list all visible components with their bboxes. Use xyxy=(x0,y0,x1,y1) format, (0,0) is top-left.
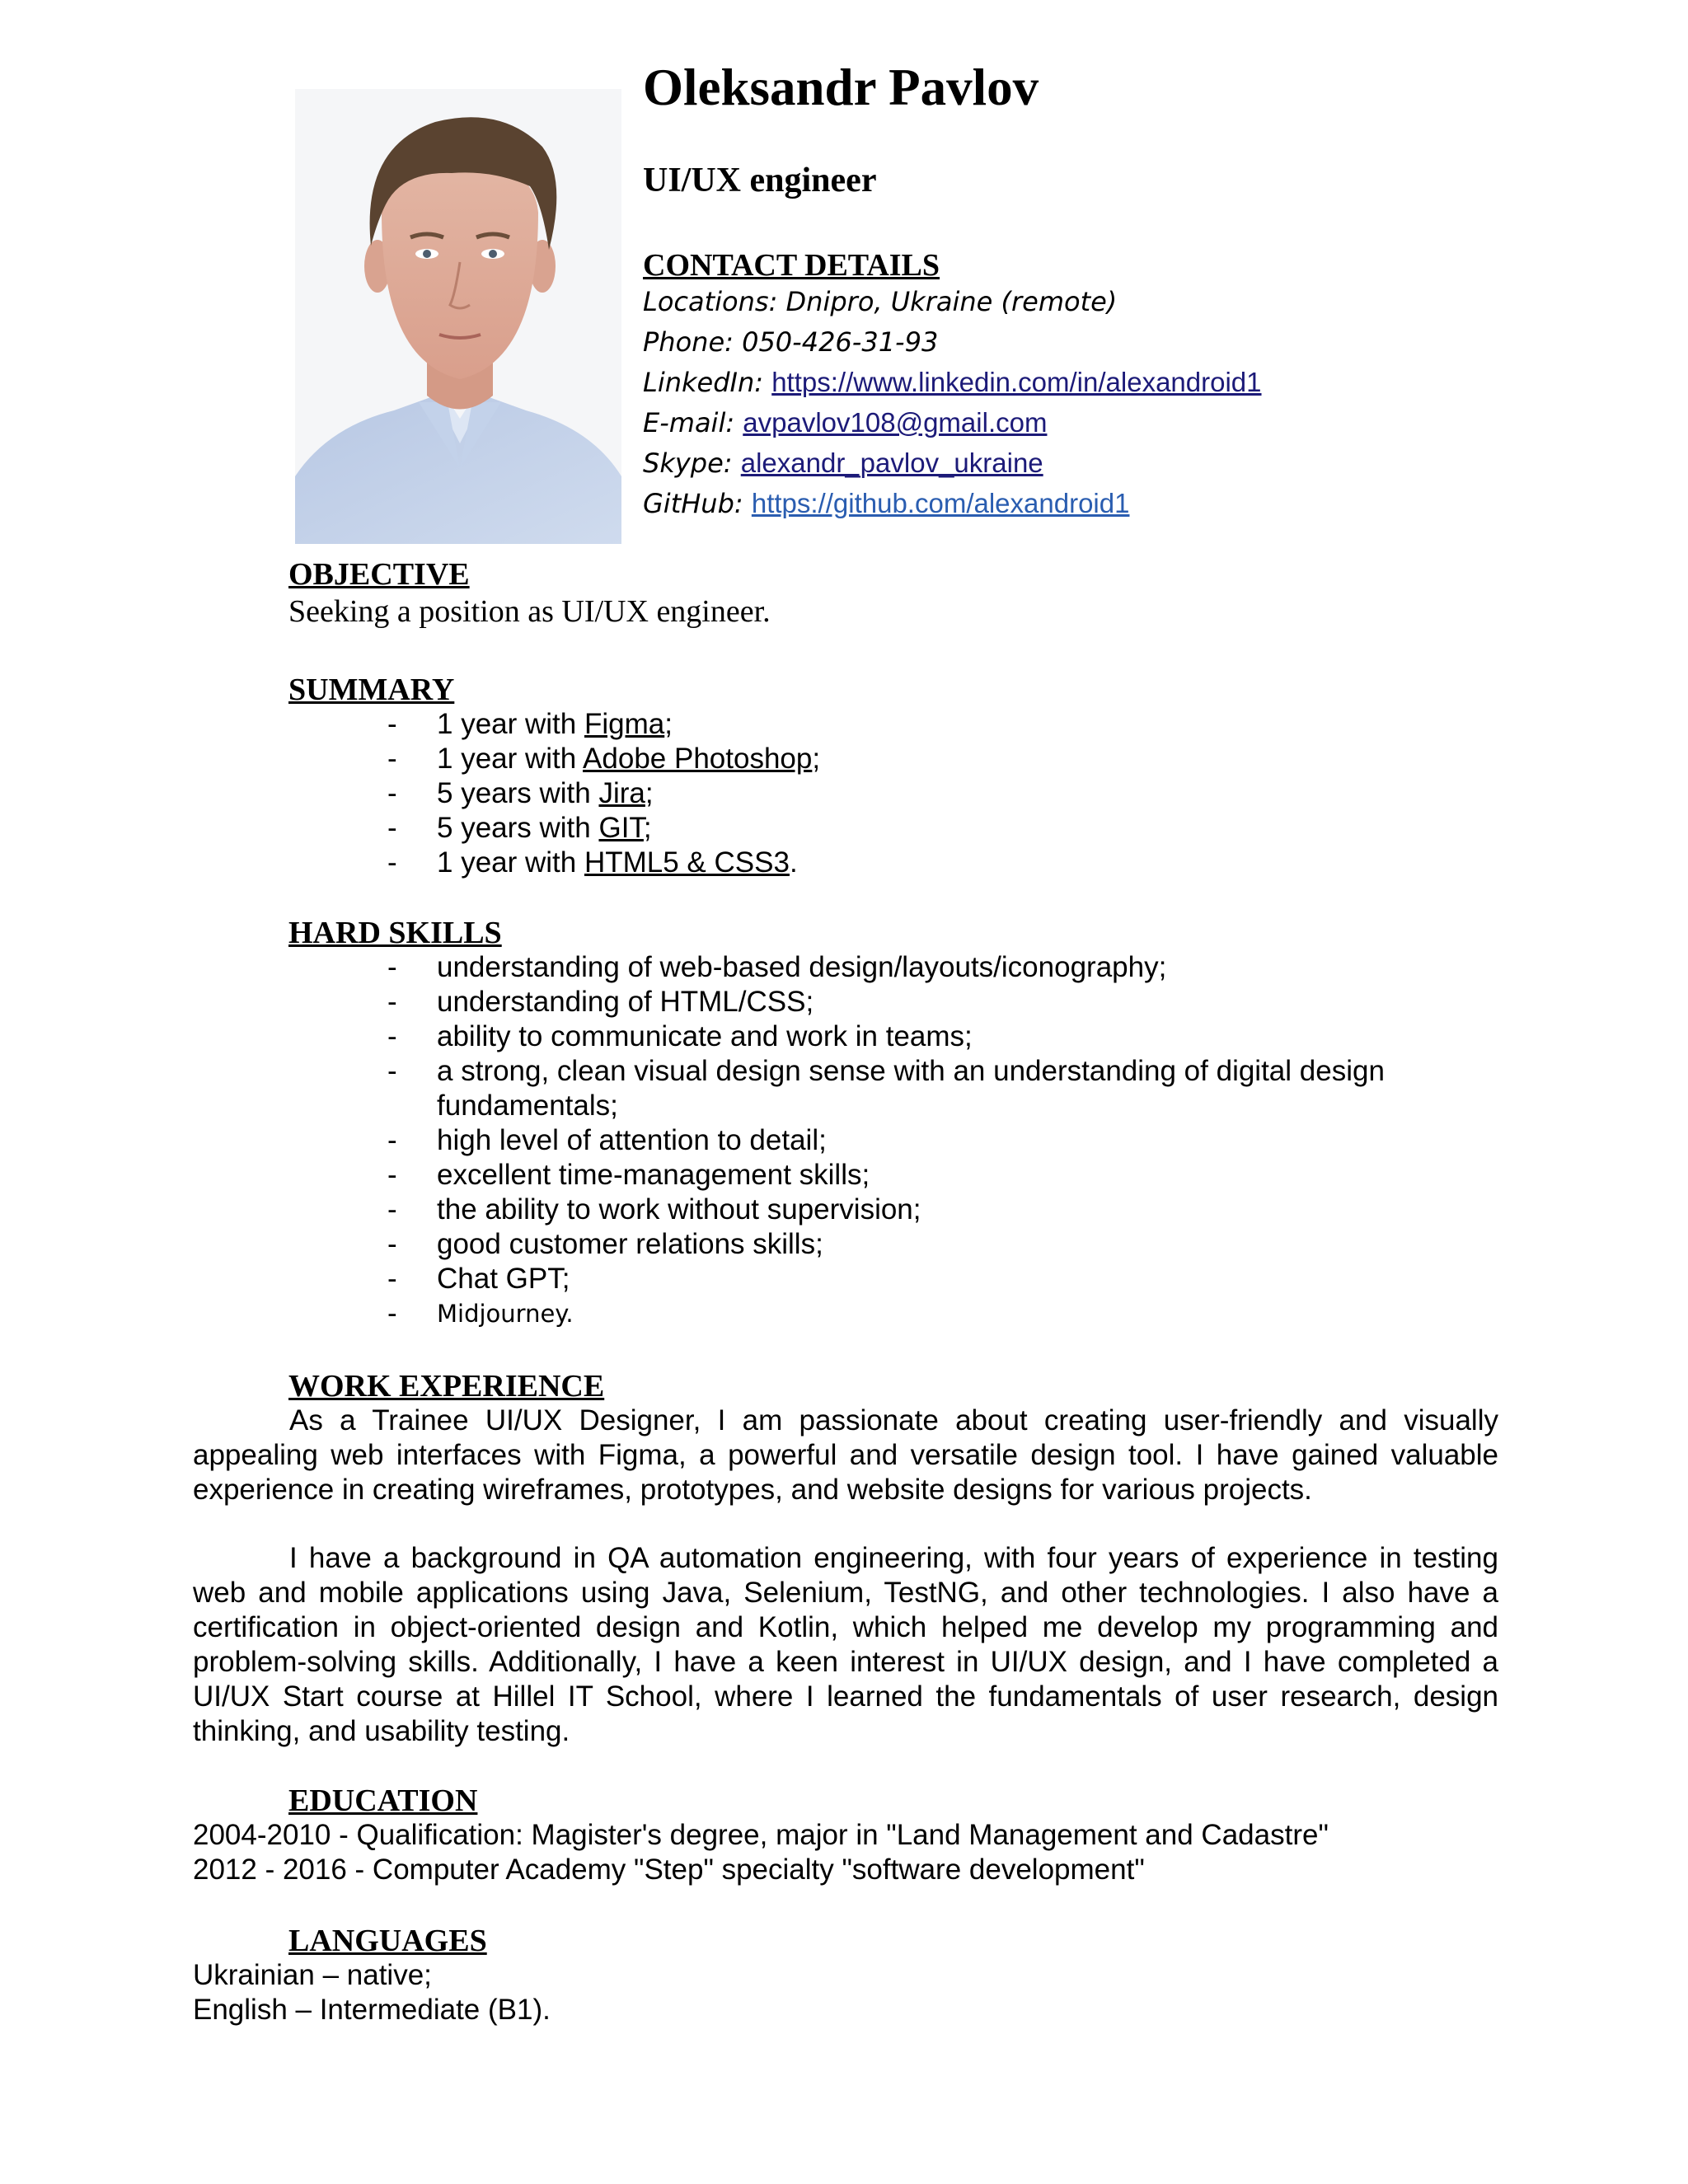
education-list xyxy=(193,1818,1329,1887)
list-item: - Chat GPT; xyxy=(387,1263,570,1295)
list-item: 2004-2010 - Qualification: Magister's degree, major in "Land Management and Cadastre" xyxy=(193,1819,1329,1851)
list-item: - 1 year with Adobe Photoshop; xyxy=(387,743,821,775)
list-item: - a strong, clean visual design sense with an understanding of digital design xyxy=(387,1055,1385,1087)
skill-link: Adobe Photoshop xyxy=(583,743,813,775)
hard-skills-list xyxy=(379,950,1385,1331)
list-item: - excellent time-management skills; xyxy=(387,1159,870,1191)
job-title: UI/UX engineer xyxy=(643,162,877,199)
portrait-image xyxy=(295,89,621,544)
work-paragraph-1: As a Trainee UI/UX Designer, I am passionate about creating user-friendly and visually appealing web interfaces with Figma, a powerful and versatile design tool. I have gained valuable experience in creating wireframes, prototypes, and website designs for various projects. xyxy=(193,1404,1498,1506)
list-item: - Midjourney. xyxy=(387,1297,574,1329)
skype-link[interactable]: alexandr_pavlov_ukraine xyxy=(740,448,1043,478)
linkedin-link[interactable]: https://www.linkedin.com/in/alexandroid1 xyxy=(771,367,1262,397)
contact-email xyxy=(643,407,1047,439)
skill-link: HTML5 & CSS3 xyxy=(584,846,790,879)
education-heading: EDUCATION xyxy=(288,1783,478,1818)
profile-photo xyxy=(295,89,621,544)
contact-skype xyxy=(643,448,1043,480)
list-item: English – Intermediate (B1). xyxy=(193,1994,551,2026)
list-item: - 1 year with HTML5 & CSS3. xyxy=(387,846,798,879)
linkedin-label: LinkedIn: xyxy=(643,367,772,398)
location-label: Locations: Dnipro, Ukraine (remote) xyxy=(643,286,1118,317)
list-item: - good customer relations skills; xyxy=(387,1228,823,1260)
email-link[interactable]: avpavlov108@gmail.com xyxy=(743,407,1048,438)
list-item: - 5 years with GIT; xyxy=(387,812,652,844)
github-label: GitHub: xyxy=(643,488,752,519)
skill-link: Jira xyxy=(598,777,645,809)
skill-link: GIT xyxy=(598,812,644,844)
list-item: - understanding of web-based design/layouts/iconography; xyxy=(387,951,1167,983)
list-item: - the ability to work without supervision; xyxy=(387,1193,921,1226)
list-item: - 1 year with Figma; xyxy=(387,708,673,740)
list-item: - understanding of HTML/CSS; xyxy=(387,986,814,1018)
contact-phone xyxy=(643,326,938,359)
languages-list xyxy=(193,1958,551,2027)
contact-details-heading: CONTACT DETAILS xyxy=(643,248,940,283)
contact-location xyxy=(643,286,1117,318)
work-experience-heading: WORK EXPERIENCE xyxy=(288,1369,605,1404)
github-link[interactable]: https://github.com/alexandroid1 xyxy=(751,488,1130,518)
contact-github xyxy=(643,488,1129,520)
languages-heading: LANGUAGES xyxy=(288,1924,487,1958)
skype-label: Skype: xyxy=(643,448,741,479)
summary-heading: SUMMARY xyxy=(288,673,455,707)
email-label: E-mail: xyxy=(643,407,743,438)
phone-label: Phone: 050-426-31-93 xyxy=(643,326,939,358)
list-item: - 5 years with Jira; xyxy=(387,777,654,809)
contact-linkedin xyxy=(643,367,1262,399)
objective-text: Seeking a position as UI/UX engineer. xyxy=(288,594,771,629)
candidate-name: Oleksandr Pavlov xyxy=(643,59,1039,116)
list-item: Ukrainian – native; xyxy=(193,1959,432,1991)
list-item: 2012 - 2016 - Computer Academy "Step" specialty "software development" xyxy=(193,1854,1145,1886)
list-item: - high level of attention to detail; xyxy=(387,1124,827,1156)
list-item-continuation: fundamentals; xyxy=(437,1090,618,1122)
hard-skills-heading: HARD SKILLS xyxy=(288,916,502,950)
skill-link: Figma xyxy=(584,708,665,740)
list-item: - ability to communicate and work in teams; xyxy=(387,1020,973,1052)
summary-list xyxy=(379,707,820,880)
objective-heading: OBJECTIVE xyxy=(288,557,470,592)
work-paragraph-2: I have a background in QA automation engineering, with four years of experience in testing web and mobile applications using Java, Selenium, TestNG, and other technologies. I also have a certification in object-oriented design and Kotlin, which helped me develop my programming and problem-solving skills. Additionally, I have a keen interest in UI/UX design, and I have completed a UI/UX Start course at Hillel IT School, where I learned the fundamentals of user research, design thinking, and usability testing. xyxy=(193,1542,1498,1747)
